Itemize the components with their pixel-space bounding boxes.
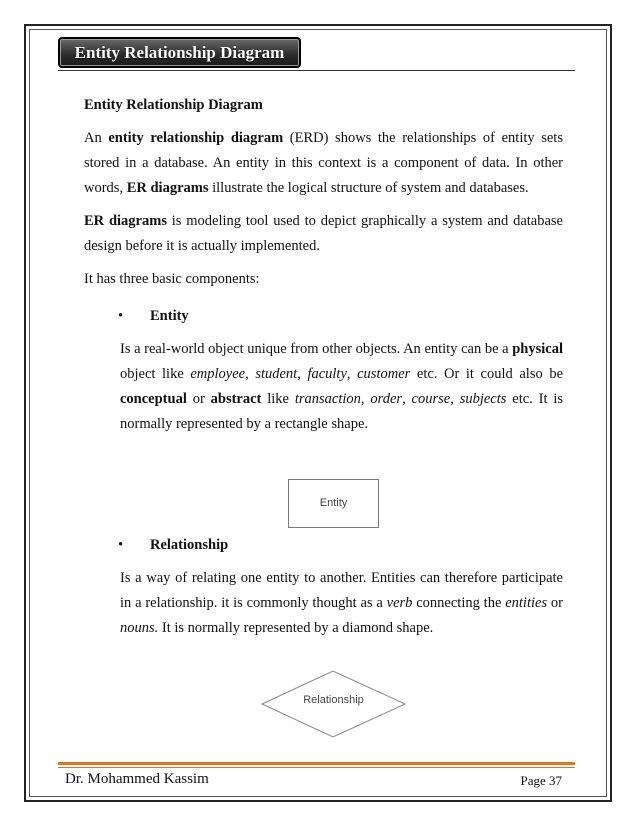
- relationship-diamond-label: Relationship: [303, 694, 364, 706]
- bullet-entity: [84, 304, 563, 329]
- section-heading: Entity Relationship Diagram: [84, 97, 263, 113]
- page-content: [84, 93, 563, 437]
- footer-divider-thin: [58, 767, 575, 768]
- relationship-description: Is a way of relating one entity to another. Entities can therefore participate in a relationship. it is commonly thought as a verb connecting the entities or nouns. It is normally represented by a diamond shape.: [120, 570, 563, 636]
- footer-divider-thick: [58, 762, 575, 765]
- er-diagrams-paragraph: ER diagrams is modeling tool used to depict graphically a system and database design before it is actually implemented.: [84, 213, 563, 254]
- footer-page-number: Page 37: [520, 773, 562, 788]
- header-title-tab: Entity Relationship Diagram: [58, 37, 301, 68]
- entity-description: Is a real-world object unique from other objects. An entity can be a physical object like employee, student, faculty, customer etc. Or it could also be conceptual or abstract like transaction, order, course, subjects etc. It is normally represented by a rectangle shape.: [120, 341, 564, 432]
- page-content-lower: [84, 533, 563, 641]
- header-divider: [58, 70, 575, 71]
- bullet-dot: •: [118, 308, 124, 324]
- bullet-relationship-title: Relationship: [150, 537, 229, 553]
- footer-author: Dr. Mohammed Kassim: [65, 771, 209, 787]
- intro-paragraph: An entity relationship diagram (ERD) shows the relationships of entity sets stored in a database. An entity in this context is a component of data. In other words, ER diagrams illustrate the logical structure of system and databases.: [84, 130, 563, 196]
- bullet-dot: •: [118, 537, 124, 553]
- entity-rectangle-figure: Entity: [288, 479, 379, 528]
- components-intro: It has three basic components:: [84, 271, 260, 287]
- bullet-relationship: [84, 533, 563, 558]
- bullet-entity-title: Entity: [150, 308, 189, 324]
